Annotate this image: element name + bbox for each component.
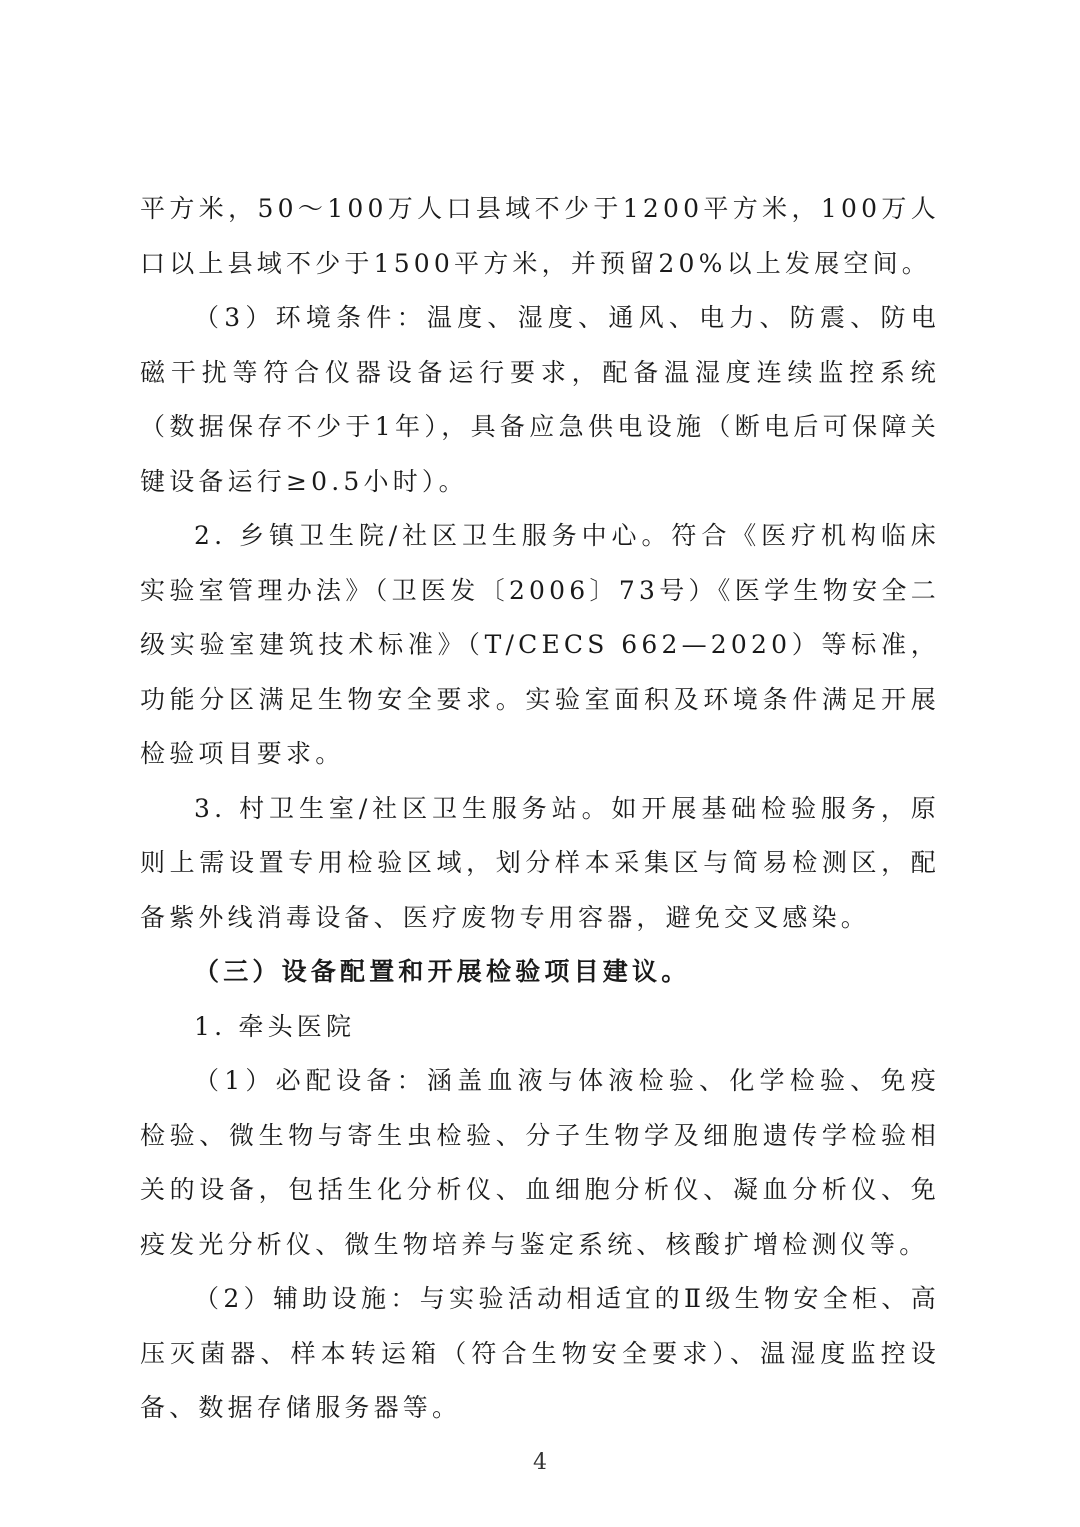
section-heading-equipment: （三）设备配置和开展检验项目建议。 [194, 957, 691, 986]
subheading-lead-hospital: 1. 牵头医院 [194, 1011, 356, 1041]
page-number: 4 [533, 1450, 547, 1475]
document-body [140, 182, 940, 1436]
paragraph-village-clinic: 3. 村卫生室/社区卫生服务站。如开展基础检验服务，原则上需设置专用检验区域，划分样本采集区与简易检测区，配备紫外线消毒设备、医疗废物专用容器，避免交叉感染。 [140, 793, 940, 932]
paragraph-area-requirements: 平方米，50～100万人口县域不少于1200平方米，100万人口以上县域不少于1500平方米，并预留20%以上发展空间。 [140, 194, 940, 278]
paragraph-auxiliary-facilities: （2）辅助设施：与实验活动相适宜的Ⅱ级生物安全柜、高压灭菌器、样本转运箱（符合生物安全要求）、温湿度监控设备、数据存储服务器等。 [140, 1284, 940, 1422]
paragraph-required-equipment: （1）必配设备：涵盖血液与体液检验、化学检验、免疫检验、微生物与寄生虫检验、分子生物学及细胞遗传学检验相关的设备，包括生化分析仪、血细胞分析仪、凝血分析仪、免疫发光分析仪、微生物培养与鉴定系统、核酸扩增检测仪等。 [140, 1066, 940, 1259]
paragraph-environment-conditions: （3）环境条件：温度、湿度、通风、电力、防震、防电磁干扰等符合仪器设备运行要求，配备温湿度连续监控系统（数据保存不少于1年），具备应急供电设施（断电后可保障关键设备运行≥0.5小时）。 [140, 303, 940, 496]
paragraph-township-health-center: 2. 乡镇卫生院/社区卫生服务中心。符合《医疗机构临床实验室管理办法》（卫医发〔2006〕73号）《医学生物安全二级实验室建筑技术标准》（T/CECS 662—2020）等标准，功能分区满足生物安全要求。实验室面积及环境条件满足开展检验项目要求。 [140, 521, 940, 768]
